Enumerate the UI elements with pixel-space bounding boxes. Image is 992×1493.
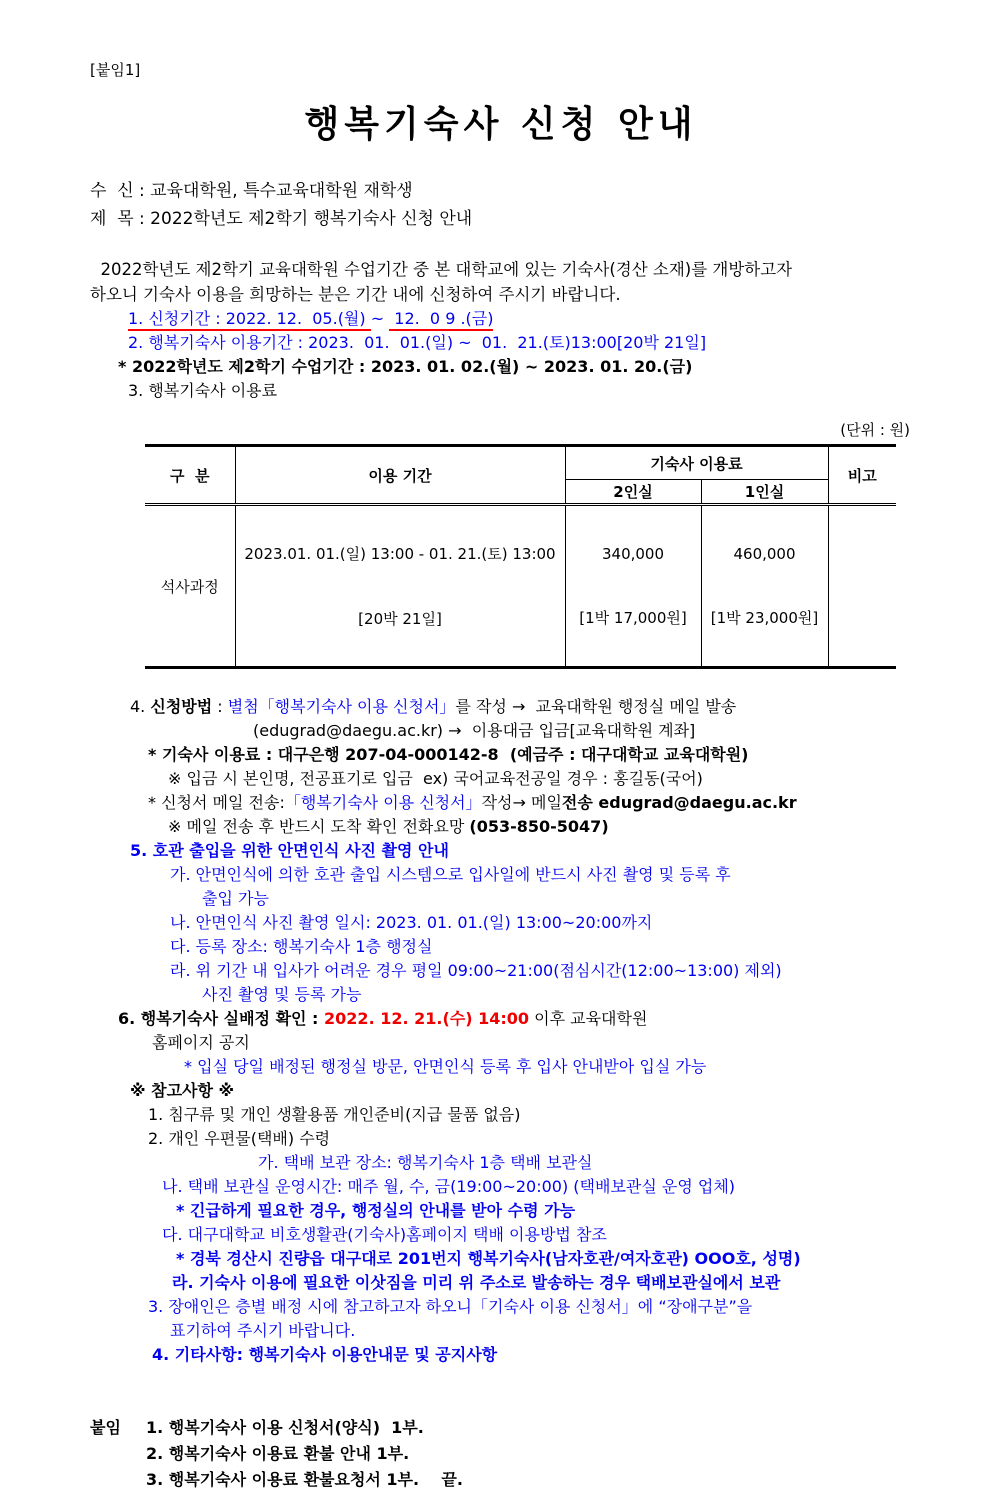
item-application-period bbox=[90, 307, 912, 331]
mail-form-ref: 「행복기숙사 이용 신청서」 bbox=[284, 793, 482, 812]
double-room-per-night: [1박 17,000원] bbox=[579, 608, 687, 627]
single-room-total: 460,000 bbox=[733, 544, 796, 563]
item-usage-period: 2. 행복기숙사 이용기간 : 2023. 01. 01.(일) ~ 01. 21.(토)13:00[20박 21일] bbox=[128, 333, 707, 352]
item-class-period-note: * 2022학년도 제2학기 수업기간 : 2023. 01. 02.(월) ~ 2023. 01. 20.(금) bbox=[118, 357, 693, 376]
method-attachment-ref: 별첨「행복기숙사 이용 신청서」 bbox=[227, 697, 456, 716]
application-method-line-1 bbox=[90, 695, 912, 719]
fee-table bbox=[145, 444, 896, 669]
method-label: 신청방법 bbox=[150, 697, 213, 716]
item-fee-heading: 3. 행복기숙사 이용료 bbox=[128, 381, 278, 400]
cell-period bbox=[235, 505, 565, 668]
cell-category: 석사과정 bbox=[145, 505, 235, 668]
col-header-fee-group: 기숙사 이용료 bbox=[565, 446, 828, 480]
face-photo-na: 나. 안면인식 사진 촬영 일시: 2023. 01. 01.(일) 13:00~20:00까지 bbox=[170, 913, 653, 932]
method-sep: : bbox=[212, 697, 228, 716]
face-photo-ga-1: 가. 안면인식에 의한 호관 출입 시스템으로 입사일에 반드시 사진 촬영 및 등록 후 bbox=[170, 865, 731, 884]
section-face-photo bbox=[90, 839, 912, 1007]
mail-address: 전송 edugrad@daegu.ac.kr bbox=[561, 793, 797, 812]
reference-item-2: 2. 개인 우편물(택배) 수령 bbox=[148, 1129, 331, 1148]
reference-item-2-star1: * 긴급하게 필요한 경우, 행정실의 안내를 받아 수령 가능 bbox=[176, 1201, 576, 1220]
mail-send-line bbox=[90, 791, 912, 815]
reference-item-4: 4. 기타사항: 행복기숙사 이용안내문 및 공지사항 bbox=[152, 1345, 498, 1364]
confirm-call-line bbox=[90, 815, 912, 839]
reference-item-3-line-2: 표기하여 주시기 바랍니다. bbox=[170, 1321, 356, 1340]
attachment-tag: [붙임1] bbox=[90, 61, 141, 79]
face-photo-ga-2: 출입 가능 bbox=[202, 889, 269, 908]
section-assignment bbox=[90, 1007, 912, 1079]
recipient-line: 수 신 : 교육대학원, 특수교육대학원 재학생 bbox=[90, 181, 413, 201]
reference-item-3-line-1: 3. 장애인은 층별 배정 시에 참고하고자 하오니「기숙사 이용 신청서」에 “장애구분”을 bbox=[148, 1297, 753, 1316]
assignment-star: * 입실 당일 배정된 행정실 방문, 안면인식 등록 후 입사 안내받아 입실 가능 bbox=[184, 1057, 707, 1076]
single-room-per-night: [1박 23,000원] bbox=[710, 608, 819, 627]
assignment-line-2: 홈페이지 공지 bbox=[152, 1033, 250, 1052]
subject-line: 제 목 : 2022학년도 제2학기 행복기숙사 신청 안내 bbox=[90, 209, 473, 229]
page-title: 행복기숙사 신청 안내 bbox=[304, 104, 698, 145]
mail-prefix: * 신청서 메일 전송: bbox=[148, 793, 285, 812]
deposit-note-line: ※ 입금 시 본인명, 전공표기로 입금 ex) 국어교육전공일 경우 : 홍길동(국어) bbox=[168, 769, 703, 788]
attachment-item-2: 2. 행복기숙사 이용료 환불 안내 1부. bbox=[146, 1444, 410, 1463]
double-room-total: 340,000 bbox=[601, 544, 665, 563]
col-header-double-room: 2인실 bbox=[565, 480, 701, 505]
assignment-suffix: 이후 교육대학원 bbox=[529, 1009, 648, 1028]
col-header-category: 구 분 bbox=[170, 466, 210, 485]
reference-item-2-na: 나. 택배 보관실 운영시간: 매주 월, 수, 금(19:00~20:00) (택배보관실 운영 업체) bbox=[162, 1177, 736, 1196]
assignment-prefix: 6. 행복기숙사 실배정 확인 : bbox=[118, 1009, 325, 1028]
application-method-line-2: (edugrad@daegu.ac.kr) → 이용대금 입금[교육대학원 계좌] bbox=[253, 721, 696, 740]
cell-period-nights: [20박 21일] bbox=[358, 610, 442, 628]
attachment-item-3: 3. 행복기숙사 이용료 환불요청서 1부. 끝. bbox=[146, 1470, 463, 1489]
application-period-tilde: ~ bbox=[370, 309, 390, 328]
method-number: 4. bbox=[130, 697, 151, 716]
assignment-date: 2022. 12. 21.(수) 14:00 bbox=[324, 1009, 530, 1028]
application-period-part2: 12. 0 9 .(금) bbox=[389, 309, 493, 331]
attachments-label: 붙임 bbox=[90, 1418, 121, 1437]
cell-remark bbox=[828, 505, 896, 668]
cell-period-dates: 2023.01. 01.(일) 13:00 - 01. 21.(토) 13:00 bbox=[244, 545, 556, 563]
reference-heading: ※ 참고사항 ※ bbox=[130, 1081, 235, 1100]
cell-single-room-fee bbox=[701, 505, 828, 668]
reference-item-2-ra: 라. 기숙사 이용에 필요한 이삿짐을 미리 위 주소로 발송하는 경우 택배보관실에서 보관 bbox=[172, 1273, 781, 1292]
attachments-block bbox=[90, 1415, 912, 1493]
table-unit-label: (단위 : 원) bbox=[840, 421, 910, 439]
intro-line-1: 2022학년도 제2학기 교육대학원 수업기간 중 본 대학교에 있는 기숙사(경산 소재)를 개방하고자 bbox=[90, 260, 793, 279]
method-rest: 를 작성 → 교육대학원 행정실 메일 발송 bbox=[455, 697, 737, 716]
col-header-remark: 비고 bbox=[828, 446, 896, 505]
reference-item-2-da: 다. 대구대학교 비호생활관(기숙사)홈페이지 택배 이용방법 참조 bbox=[162, 1225, 607, 1244]
reference-item-2-ga: 가. 택배 보관 장소: 행복기숙사 1층 택배 보관실 bbox=[258, 1153, 593, 1172]
cell-double-room-fee bbox=[565, 505, 701, 668]
section-application-method bbox=[90, 695, 912, 839]
col-header-period: 이용 기간 bbox=[235, 446, 565, 505]
fee-account-line: * 기숙사 이용료 : 대구은행 207-04-000142-8 (예금주 : 대구대학교 교육대학원) bbox=[148, 745, 749, 764]
face-photo-ra-2: 사진 촬영 및 등록 가능 bbox=[202, 985, 362, 1004]
reference-item-1: 1. 침구류 및 개인 생활용품 개인준비(지급 물품 없음) bbox=[148, 1105, 521, 1124]
assignment-line-1 bbox=[90, 1007, 912, 1031]
application-period-part1: 1. 신청기간 : 2022. 12. 05.(월) bbox=[128, 309, 371, 331]
col-header-single-room: 1인실 bbox=[701, 480, 828, 505]
confirm-phone: (053-850-5047) bbox=[469, 817, 609, 836]
intro-paragraph bbox=[90, 257, 912, 307]
face-photo-heading: 5. 호관 출입을 위한 안면인식 사진 촬영 안내 bbox=[130, 841, 449, 860]
face-photo-da: 다. 등록 장소: 행복기숙사 1층 행정실 bbox=[170, 937, 433, 956]
face-photo-ra-1: 라. 위 기간 내 입사가 어려운 경우 평일 09:00~21:00(점심시간(12:00~13:00) 제외) bbox=[170, 961, 782, 980]
attachment-item-1: 1. 행복기숙사 이용 신청서(양식) 1부. bbox=[146, 1418, 424, 1437]
reference-item-2-star2: * 경북 경산시 진량읍 대구대로 201번지 행복기숙사(남자호관/여자호관) OOO호, 성명) bbox=[176, 1249, 801, 1268]
section-reference bbox=[90, 1079, 912, 1367]
mail-mid: 작성→ 메일 bbox=[481, 793, 562, 812]
confirm-prefix: ※ 메일 전송 후 반드시 도착 확인 전화요망 bbox=[168, 817, 470, 836]
attachments-list bbox=[146, 1415, 463, 1493]
intro-line-2: 하오니 기숙사 이용을 희망하는 분은 기간 내에 신청하여 주시기 바랍니다. bbox=[90, 285, 621, 304]
